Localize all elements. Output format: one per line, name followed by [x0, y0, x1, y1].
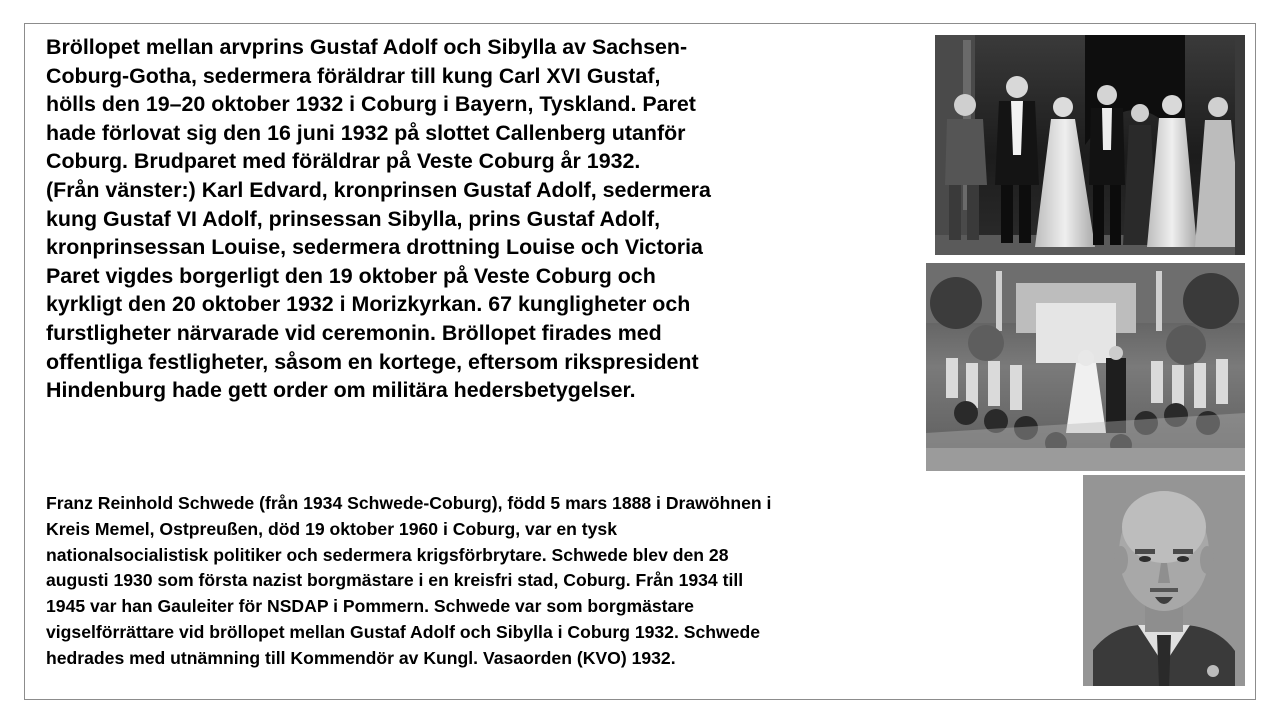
text-line: vigselförrättare vid bröllopet mellan Gustaf Adolf och Sibylla i Coburg 1932. Schwede [46, 621, 761, 642]
text-line: hedrades med utnämning till Kommendör av Kungl. Vasaorden (KVO) 1932. [46, 647, 676, 668]
text-line: Paret vigdes borgerligt den 19 oktober på Veste Coburg och [46, 263, 656, 288]
wedding-description [46, 33, 926, 405]
text-line: (Från vänster:) Karl Edvard, kronprinsen Gustaf Adolf, sedermera [46, 177, 711, 202]
text-line: Kreis Memel, Ostpreußen, död 19 oktober 1960 i Coburg, var en tysk [46, 518, 617, 539]
text-line: 1945 var han Gauleiter för NSDAP i Pommern. Schwede var som borgmästare [46, 596, 694, 617]
text-line: Coburg. Brudparet med föräldrar på Veste Coburg år 1932. [46, 149, 641, 174]
text-line: offentliga festligheter, såsom en kortege, eftersom rikspresident [46, 349, 699, 374]
text-line: Franz Reinhold Schwede (från 1934 Schwede-Coburg), född 5 mars 1888 i Drawöhnen i [46, 493, 772, 513]
wedding-ceremony-photo [926, 263, 1245, 471]
text-line: Coburg-Gotha, sedermera föräldrar till kung Carl XVI Gustaf, [46, 63, 661, 88]
schwede-description [46, 491, 1076, 672]
text-line: Bröllopet mellan arvprins Gustaf Adolf och Sibylla av Sachsen- [46, 35, 688, 59]
text-line: hölls den 19–20 oktober 1932 i Coburg i Bayern, Tyskland. Paret [46, 92, 696, 117]
text-line: augusti 1930 som första nazist borgmästare i en kreisfri stad, Coburg. Från 1934 till [46, 570, 744, 591]
text-line: furstligheter närvarade vid ceremonin. Bröllopet firades med [46, 320, 662, 345]
text-line: kyrkligt den 20 oktober 1932 i Morizkyrkan. 67 kungligheter och [46, 292, 691, 317]
text-line: kung Gustaf VI Adolf, prinsessan Sibylla, prins Gustaf Adolf, [46, 206, 661, 231]
text-line: nationalsocialistisk politiker och sedermera krigsförbrytare. Schwede blev den 28 [46, 544, 729, 565]
text-line: kronprinsessan Louise, sedermera drottning Louise och Victoria [46, 235, 703, 260]
text-line: Hindenburg hade gett order om militära hedersbetygelser. [46, 378, 636, 403]
text-line: hade förlovat sig den 16 juni 1932 på slottet Callenberg utanför [46, 120, 686, 145]
schwede-portrait-photo [1083, 475, 1245, 686]
wedding-party-photo [935, 35, 1245, 255]
